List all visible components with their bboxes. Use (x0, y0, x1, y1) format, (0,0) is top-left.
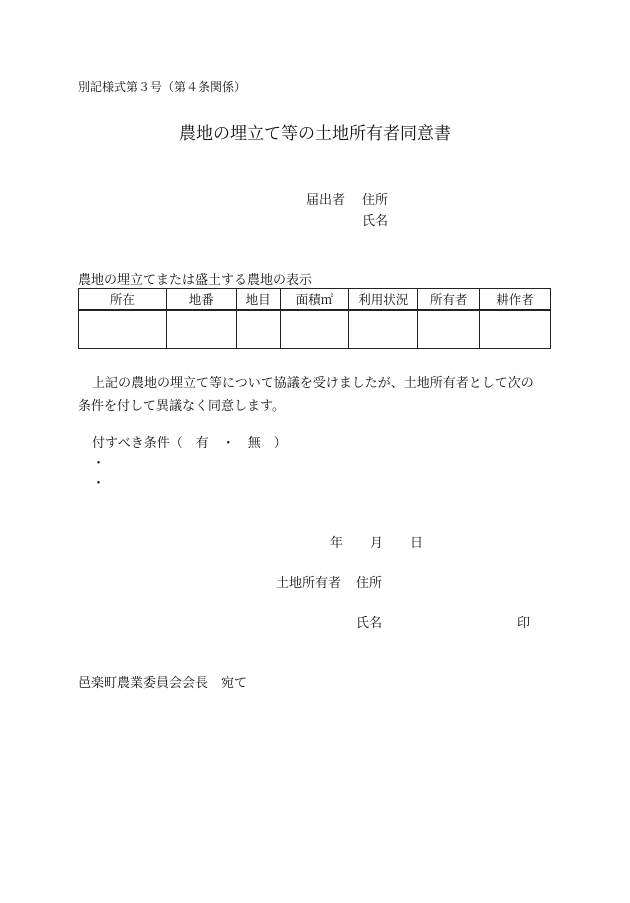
body-text-line-2: 条件を付して異議なく同意します。 (78, 399, 285, 414)
body-text-line-1: 上記の農地の埋立て等について協議を受けましたが、土地所有者として次の (92, 376, 534, 391)
conditions-label: 付すべき条件（ 有 ・ 無 ） (92, 436, 287, 451)
table-cell[interactable] (166, 310, 236, 349)
notifier-label: 届出者 (306, 193, 346, 208)
col-header-area: 面積㎡ (280, 289, 349, 310)
condition-bullet-1: ・ (92, 456, 106, 471)
landowner-label: 土地所有者 (276, 576, 342, 591)
table-cell[interactable] (280, 310, 349, 349)
land-table-caption: 農地の埋立てまたは盛土する農地の表示 (78, 273, 313, 288)
table-cell[interactable] (79, 310, 167, 349)
table-cell[interactable] (236, 310, 280, 349)
land-table (78, 288, 551, 349)
condition-bullet-2: ・ (92, 476, 106, 491)
date-day: 日 (410, 536, 424, 551)
seal-mark: 印 (517, 616, 531, 631)
col-header-owner: 所有者 (418, 289, 480, 310)
table-row (79, 310, 551, 349)
landowner-address-label: 住所 (356, 576, 383, 591)
notifier-address-label: 住所 (362, 193, 389, 208)
landowner-name-label: 氏名 (356, 616, 383, 631)
col-header-usage: 利用状況 (349, 289, 418, 310)
date-month: 月 (370, 536, 384, 551)
date-year: 年 (330, 536, 344, 551)
page-title: 農地の埋立て等の土地所有者同意書 (179, 124, 451, 144)
col-header-cultivator: 耕作者 (480, 289, 551, 310)
col-header-land-category: 地目 (236, 289, 280, 310)
table-cell[interactable] (418, 310, 480, 349)
table-header-row (79, 289, 551, 310)
table-cell[interactable] (349, 310, 418, 349)
addressee: 邑楽町農業委員会会長 宛て (78, 676, 248, 691)
notifier-name-label: 氏名 (362, 214, 389, 229)
table-cell[interactable] (480, 310, 551, 349)
form-number: 別記様式第３号（第４条関係） (78, 80, 247, 94)
col-header-lot-number: 地番 (166, 289, 236, 310)
col-header-location: 所在 (79, 289, 167, 310)
